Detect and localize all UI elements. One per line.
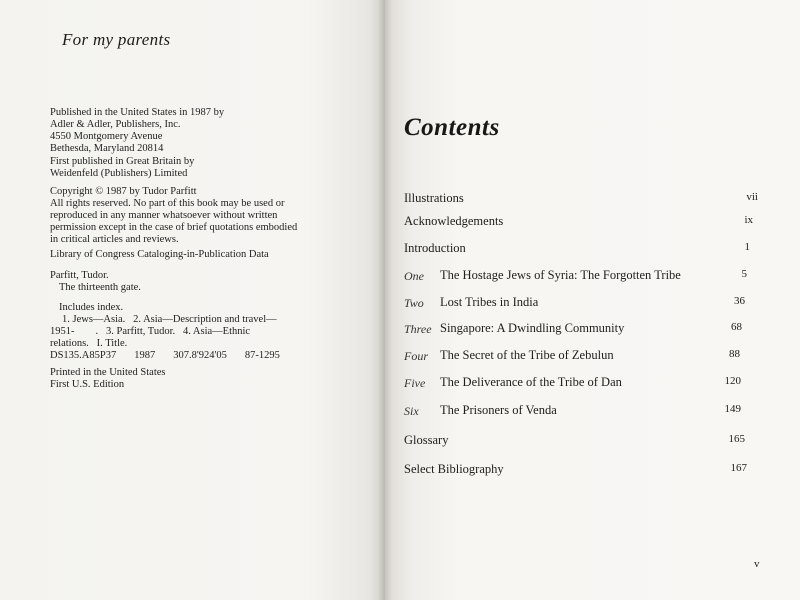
toc-entry [404, 191, 758, 209]
first-published-line: Weidenfeld (Publishers) Limited [50, 168, 188, 179]
book-gutter [378, 0, 392, 600]
copyright-line: Copyright © 1987 by Tudor Parfitt [50, 186, 197, 197]
printed-line: First U.S. Edition [50, 379, 125, 390]
publisher-block [50, 107, 224, 155]
copyright-line: permission except in the case of brief quotations embodied [50, 222, 298, 233]
cip-year: 1987 [134, 350, 156, 361]
toc-entry-title: Introduction [404, 241, 466, 255]
toc-entry-title: The Prisoners of Venda [440, 403, 557, 417]
chapter-number: Three [404, 322, 432, 336]
chapter-number: Six [404, 404, 419, 418]
cip-classification [50, 350, 280, 362]
toc-entry-page: 1 [744, 241, 750, 253]
toc-entry-title: Singapore: A Dwindling Community [440, 321, 625, 335]
copyright-line: in critical articles and reviews. [50, 234, 179, 245]
contents-heading: Contents [404, 114, 500, 141]
toc-entry-page: 165 [728, 433, 745, 445]
publisher-line: 4550 Montgomery Avenue [50, 131, 163, 142]
toc-entry-title: Select Bibliography [404, 462, 504, 476]
toc-entry-title: The Deliverance of the Tribe of Dan [440, 375, 622, 389]
toc-entry [404, 403, 741, 421]
toc-entry-page: vii [746, 191, 758, 203]
call-number: DS135.A85P37 [50, 350, 117, 361]
printed-line: Printed in the United States [50, 367, 166, 378]
dewey-number: 307.8'924'05 [173, 350, 227, 361]
toc-entry-page: 120 [724, 375, 741, 387]
toc-entry [404, 241, 750, 259]
chapter-number: Five [404, 376, 426, 390]
toc-entry-page: 68 [731, 321, 742, 333]
cip-block [50, 270, 141, 294]
lccn: 87-1295 [244, 350, 280, 361]
copyright-line: All rights reserved. No part of this book may be used or [50, 198, 285, 209]
cip-subject-line: 1. Jews—Asia. 2. Asia—Description and travel— [62, 314, 277, 325]
cip-subject-line: 1951- . 3. Parfitt, Tudor. 4. Asia—Ethnic [50, 326, 251, 337]
toc-entry [404, 462, 747, 480]
cip-subject-block [50, 302, 280, 362]
toc-entry-title: Lost Tribes in India [440, 295, 539, 309]
toc-entry [404, 214, 753, 232]
toc-entry-page: 36 [734, 295, 745, 307]
printed-block [50, 367, 166, 391]
toc-entry [404, 295, 745, 313]
cip-heading-text: Library of Congress Cataloging-in-Publication Data [50, 249, 269, 260]
cip-author: Parfitt, Tudor. [50, 270, 109, 281]
left-page [0, 0, 385, 600]
first-published-block [50, 156, 194, 180]
cip-title: The thirteenth gate. [59, 282, 141, 293]
toc-entry-title: The Hostage Jews of Syria: The Forgotten Tribe [440, 268, 681, 282]
toc-entry-title: Illustrations [404, 191, 464, 205]
cip-note: Includes index. [59, 302, 124, 313]
first-published-line: First published in Great Britain by [50, 156, 195, 167]
toc-entry-page: 88 [729, 348, 740, 360]
toc-entry-page: 149 [724, 403, 741, 415]
cip-heading [50, 249, 269, 261]
toc-entry-title: Acknowledgements [404, 214, 504, 228]
publisher-line: Bethesda, Maryland 20814 [50, 143, 164, 154]
toc-entry [404, 375, 741, 393]
publisher-line: Published in the United States in 1987 by [50, 107, 225, 118]
toc-entry [404, 268, 747, 286]
toc-entry [404, 433, 745, 451]
chapter-number: Two [404, 296, 424, 310]
copyright-line: reproduced in any manner whatsoever without written [50, 210, 278, 221]
chapter-number: One [404, 269, 424, 283]
toc-entry [404, 321, 742, 339]
dedication: For my parents [62, 30, 171, 49]
toc-entry [404, 348, 740, 366]
toc-entry-title: Glossary [404, 433, 449, 447]
toc-entry-page: ix [744, 214, 753, 226]
chapter-number: Four [404, 349, 428, 363]
copyright-block [50, 186, 297, 246]
page-number: v [754, 558, 760, 570]
toc-entry-page: 167 [730, 462, 747, 474]
toc-entry-title: The Secret of the Tribe of Zebulun [440, 348, 614, 362]
cip-subject-line: relations. I. Title. [50, 338, 128, 349]
publisher-line: Adler & Adler, Publishers, Inc. [50, 119, 181, 130]
toc-entry-page: 5 [741, 268, 747, 280]
